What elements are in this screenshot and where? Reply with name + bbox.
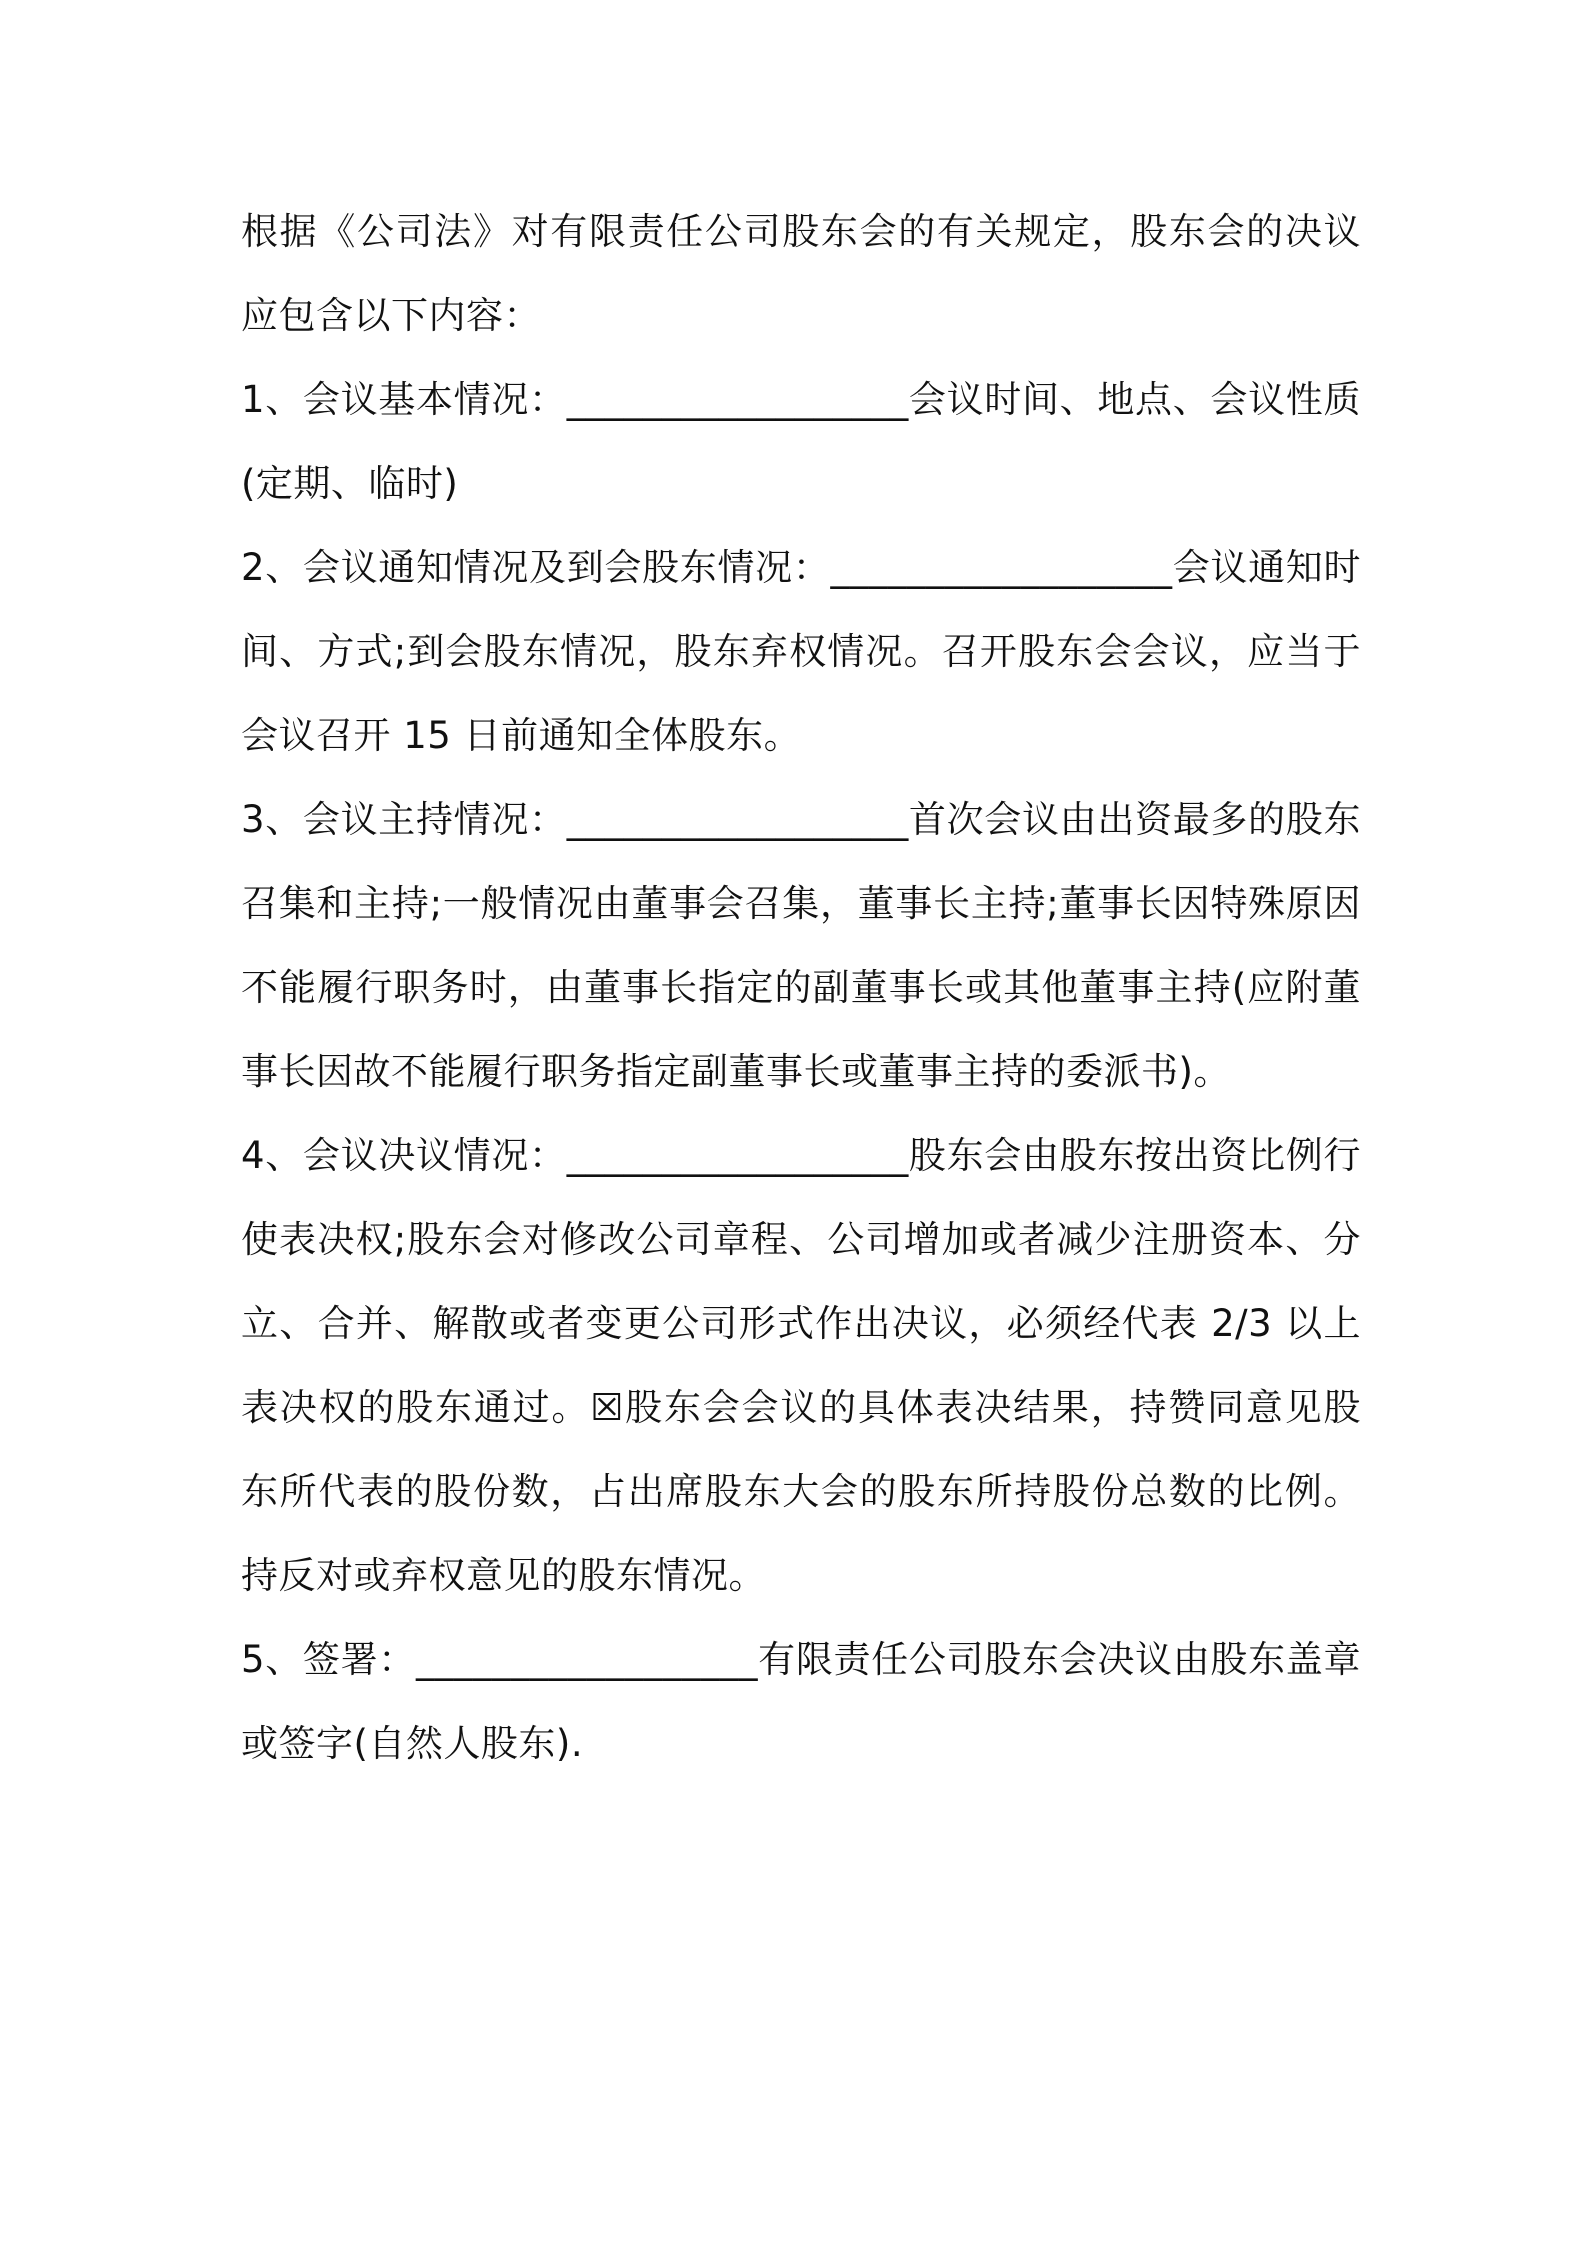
- item-1-meeting-basics: 1、会议基本情况：__________________会议时间、地点、会议性质(定期、临时): [241, 378, 1361, 505]
- item-5-signature: 5、签署：__________________有限责任公司股东会决议由股东盖章或签字(自然人股东).: [241, 1638, 1361, 1765]
- item-3-meeting-chair: 3、会议主持情况：__________________首次会议由出资最多的股东召集和主持;一般情况由董事会召集，董事长主持;董事长因特殊原因不能履行职务时，由董事长指定的副董事长或其他董事主持(应附董事长因故不能履行职务指定副董事长或董事主持的委派书)。: [241, 798, 1361, 1093]
- item-4-meeting-resolution: 4、会议决议情况：__________________股东会由股东按出资比例行使表决权;股东会对修改公司章程、公司增加或者减少注册资本、分立、合并、解散或者变更公司形式作出决议，必须经代表 2/3 以上表决权的股东通过。☒股东会会议的具体表决结果，持赞同意见股东所代表的股份数，占出席股东大会的股东所持股份总数的比例。持反对或弃权意见的股东情况。: [241, 1134, 1361, 1597]
- item-2-meeting-notice: 2、会议通知情况及到会股东情况：__________________会议通知时间、方式;到会股东情况，股东弃权情况。召开股东会会议，应当于会议召开 15 日前通知全体股东。: [241, 546, 1361, 757]
- intro-paragraph: 根据《公司法》对有限责任公司股东会的有关规定，股东会的决议应包含以下内容：: [241, 210, 1361, 337]
- document-body: [241, 190, 1361, 1786]
